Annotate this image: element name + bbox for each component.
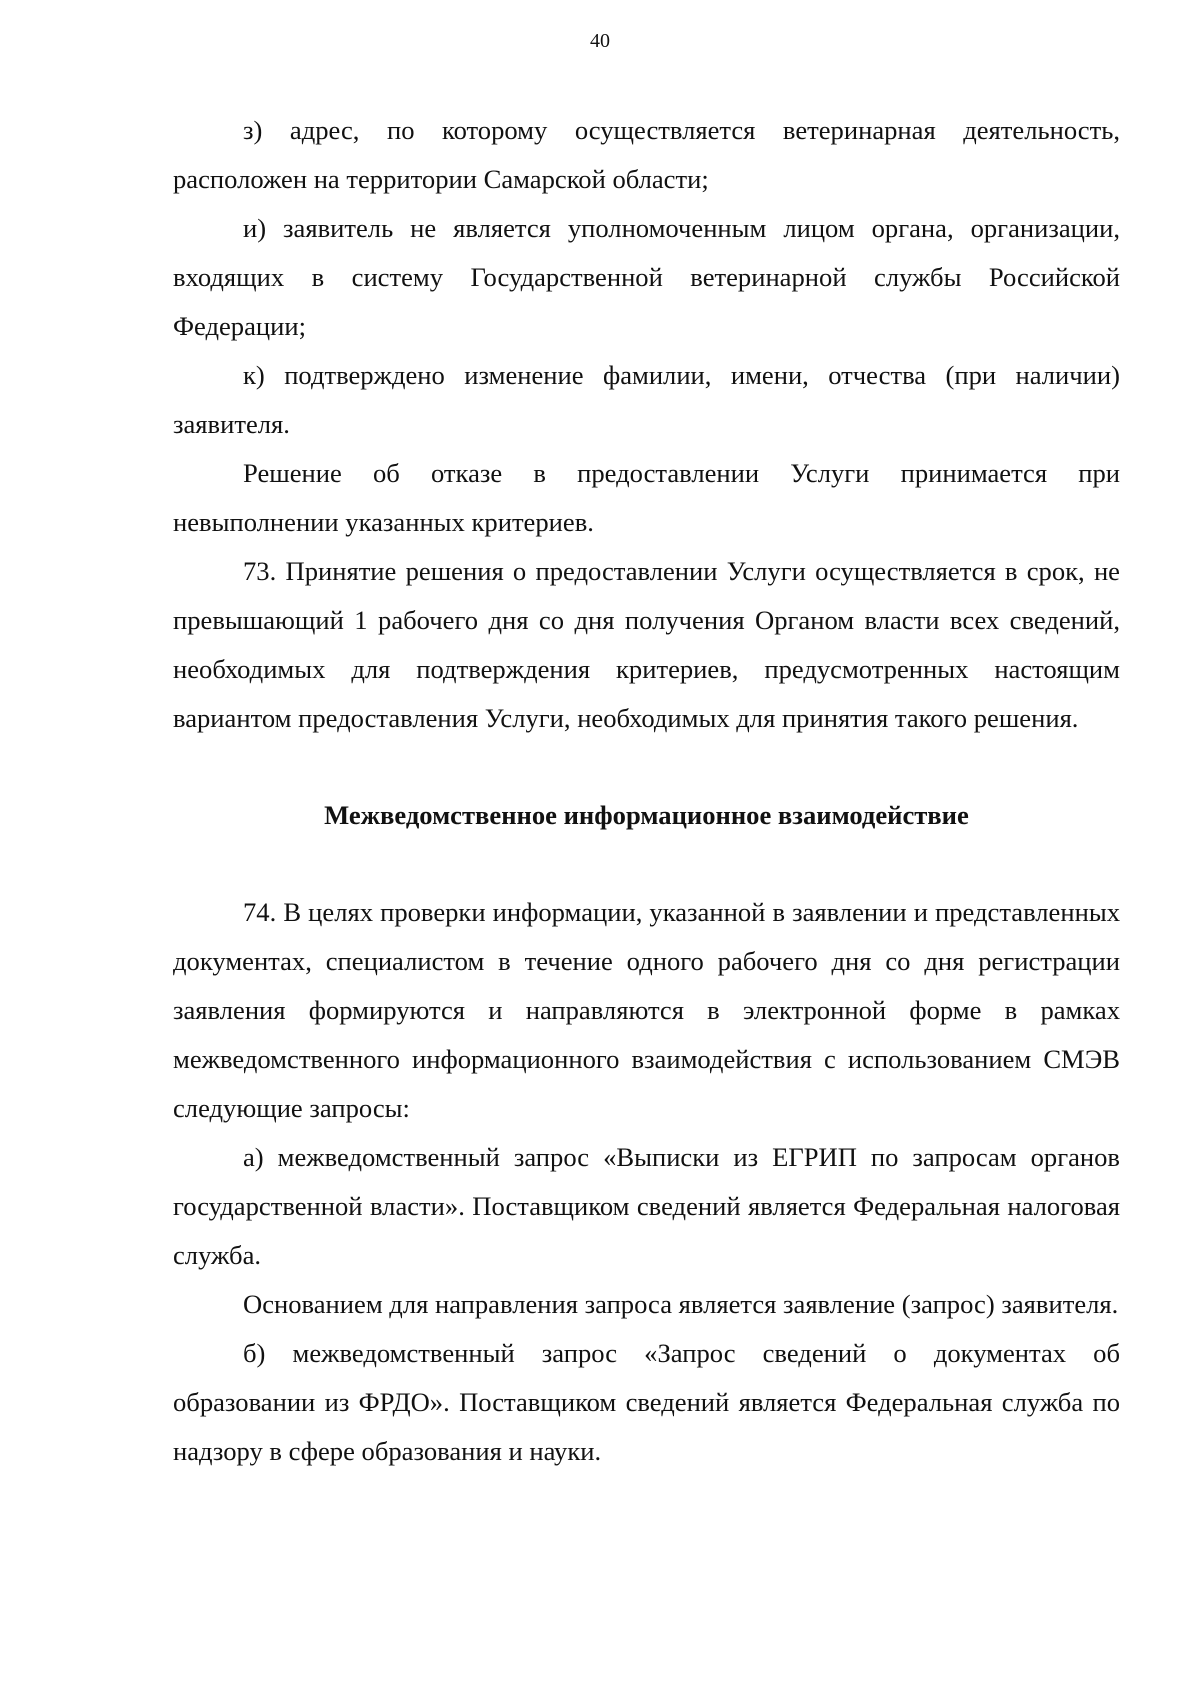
spacer [173,743,1120,791]
document-body [173,106,1120,1476]
paragraph-item-z: з) адрес, по которому осуществляется ветеринарная деятельность, расположен на территории Самарской области; [173,115,1120,194]
section-heading: Межведомственное информационное взаимодействие [324,800,969,830]
paragraph-item-i: и) заявитель не является уполномоченным лицом органа, организации, входящих в систему Государственной ветеринарной службы Российской Федерации; [173,213,1120,341]
paragraph-refusal-decision: Решение об отказе в предоставлении Услуги принимается при невыполнении указанных критериев. [173,458,1120,537]
page-number: 40 [590,30,610,52]
paragraph-item-k: к) подтверждено изменение фамилии, имени, отчества (при наличии) заявителя. [173,360,1120,439]
paragraph-clause-74: 74. В целях проверки информации, указанной в заявлении и представленных документах, специалистом в течение одного рабочего дня со дня регистрации заявления формируются и направляются в электронной форме в рамках межведомственного информационного взаимодействия с использованием СМЭВ следующие запросы: [173,897,1120,1123]
spacer [173,840,1120,888]
paragraph-clause-73: 73. Принятие решения о предоставлении Услуги осуществляется в срок, не превышающий 1 рабочего дня со дня получения Органом власти всех сведений, необходимых для подтверждения критериев, предусмотренных настоящим вариантом предоставления Услуги, необходимых для принятия такого решения. [173,556,1120,733]
paragraph-item-a: а) межведомственный запрос «Выписки из ЕГРИП по запросам органов государственной власти». Поставщиком сведений является Федеральная налоговая служба. [173,1142,1120,1270]
paragraph-request-basis: Основанием для направления запроса является заявление (запрос) заявителя. [243,1289,1119,1319]
paragraph-item-b: б) межведомственный запрос «Запрос сведений о документах об образовании из ФРДО». Поставщиком сведений является Федеральная служба по надзору в сфере образования и науки. [173,1338,1120,1466]
